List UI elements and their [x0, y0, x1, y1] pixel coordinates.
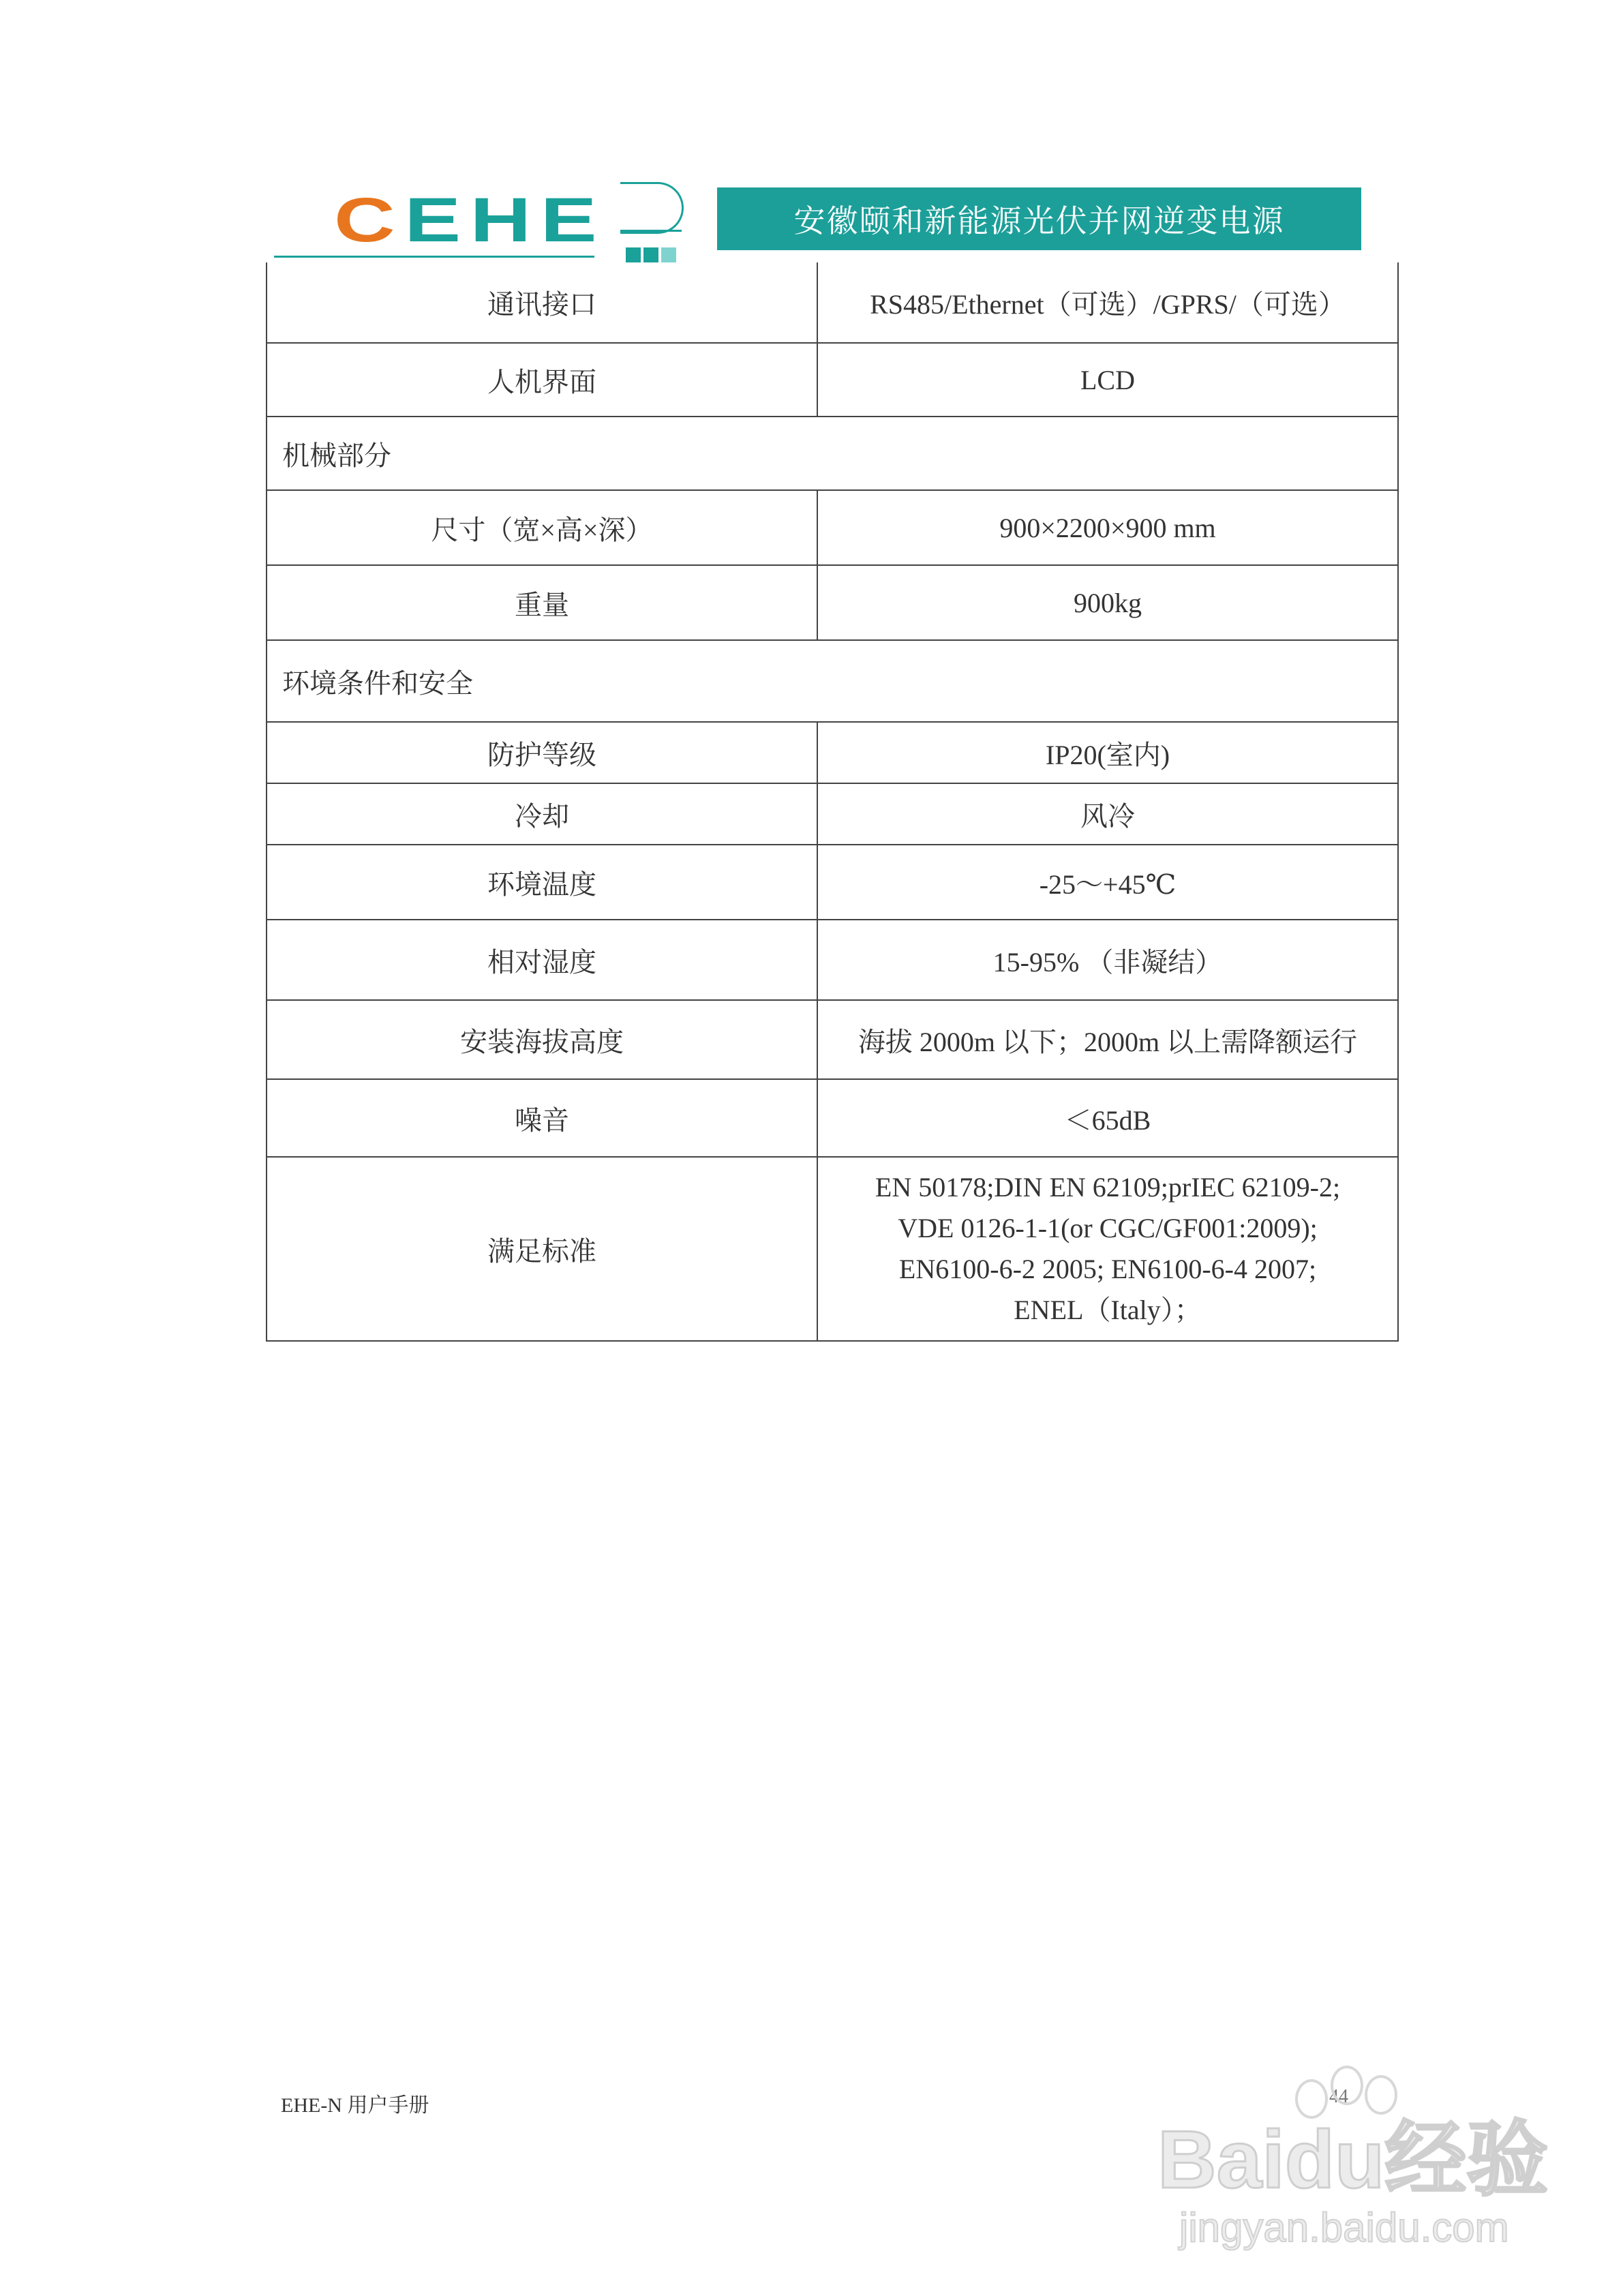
standards-line: EN6100-6-2 2005; EN6100-6-4 2007; [898, 1254, 1317, 1284]
table-row [267, 722, 1398, 783]
table-row [267, 262, 1398, 343]
section-heading: 环境条件和安全 [267, 640, 1398, 722]
footer-manual-title: EHE-N 用户手册 [281, 2094, 429, 2117]
table-row [267, 490, 1398, 565]
section-row [267, 640, 1398, 722]
spec-value: RS485/Ethernet（可选）/GPRS/（可选） [817, 262, 1398, 343]
cehe-logo [266, 182, 702, 264]
section-heading: 机械部分 [267, 417, 1398, 490]
logo-curve [620, 182, 684, 234]
logo-wordmark: CEHE [334, 185, 607, 255]
spec-label: 环境温度 [267, 845, 817, 920]
header-banner: 安徽颐和新能源光伏并网逆变电源 [717, 187, 1361, 250]
spec-value: 900kg [817, 565, 1398, 640]
table-row [267, 343, 1398, 417]
spec-value: -25～+45℃ [817, 845, 1398, 920]
paw-toe-icon [1331, 2066, 1363, 2105]
spec-label: 重量 [267, 565, 817, 640]
spec-label: 通讯接口 [267, 262, 817, 343]
page-number: 44 [1329, 2086, 1348, 2107]
watermark-url: jingyan.baidu.com [1179, 2205, 1509, 2250]
spec-value: 海拔 2000m 以下；2000m 以上需降额运行 [817, 1000, 1398, 1079]
spec-value: LCD [817, 343, 1398, 417]
table-row [267, 1000, 1398, 1079]
spec-label: 噪音 [267, 1079, 817, 1157]
paw-toe-icon [1295, 2079, 1328, 2119]
spec-label: 防护等级 [267, 722, 817, 783]
table-row [267, 1157, 1398, 1341]
table-row [267, 565, 1398, 640]
spec-label: 冷却 [267, 783, 817, 845]
logo-square [626, 247, 641, 262]
spec-table [266, 262, 1399, 1342]
table-row [267, 845, 1398, 920]
baidu-watermark [1152, 2066, 1561, 2256]
logo-square [643, 247, 658, 262]
spec-label: 满足标准 [267, 1157, 817, 1341]
standards-line: ENEL（Italy）； [1014, 1295, 1202, 1325]
spec-label: 人机界面 [267, 343, 817, 417]
spec-value: 风冷 [817, 783, 1398, 845]
standards-line: VDE 0126-1-1(or CGC/GF001:2009); [898, 1213, 1318, 1243]
section-row [267, 417, 1398, 490]
table-row [267, 783, 1398, 845]
spec-value: 15-95% （非凝结） [817, 920, 1398, 1000]
spec-label: 相对湿度 [267, 920, 817, 1000]
paw-toe-icon [1365, 2075, 1397, 2115]
logo-underline [274, 256, 594, 258]
spec-label: 安装海拔高度 [267, 1000, 817, 1079]
standards-line: EN 50178;DIN EN 62109;prIEC 62109-2; [875, 1172, 1341, 1203]
standards-list [817, 1157, 1398, 1341]
table-row [267, 1079, 1398, 1157]
spec-value: IP20(室内) [817, 722, 1398, 783]
page-header [266, 174, 1356, 262]
watermark-brand: Baidu经验 [1157, 2114, 1549, 2205]
table-row [267, 920, 1398, 1000]
spec-value: ＜65dB [817, 1079, 1398, 1157]
logo-curve-tail [620, 230, 682, 232]
spec-value: 900×2200×900 mm [817, 490, 1398, 565]
spec-label: 尺寸（宽×高×深） [267, 490, 817, 565]
logo-square [661, 247, 676, 262]
